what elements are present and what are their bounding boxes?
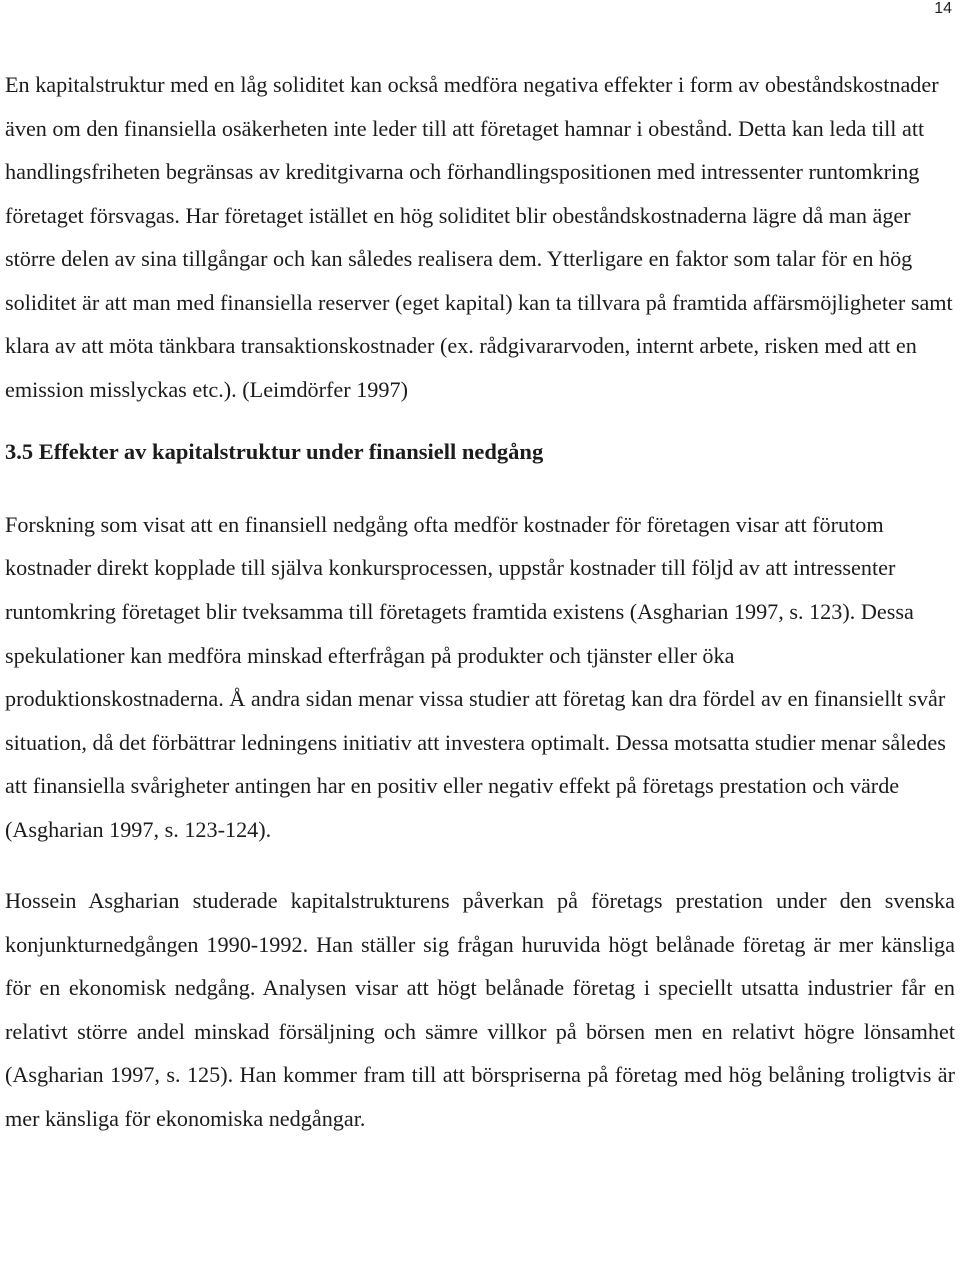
paragraph-asgharian: Hossein Asgharian studerade kapitalstrukturens påverkan på företags prestation under den svenska konjunkturnedgången 1990-1992. Han ställer sig frågan huruvida högt belånade företag är mer känsliga för en ekonomisk nedgång. Analysen visar att högt belånade företag i speciellt utsatta industrier får en relativt större andel minskad försäljning och sämre villkor på börsen men en relativt högre lönsamhet (Asgharian 1997, s. 125). Han kommer fram till att börspriserna på företag med hög belåning troligtvis är mer känsliga för ekonomiska nedgångar.	[5, 888, 955, 1132]
document-body	[5, 63, 955, 1141]
paragraph-forskning: Forskning som visat att en finansiell nedgång ofta medför kostnader för företagen visar att förutom kostnader direkt kopplade till själva konkursprocessen, uppstår kostnader till följd av att intressenter runtomkring företaget blir tveksamma till företagets framtida existens (Asgharian 1997, s. 123). Dessa spekulationer kan medföra minskad efterfrågan på produkter och tjänster eller öka produktionskostnaderna. Å andra sidan menar vissa studier att företag kan dra fördel av en finansiellt svår situation, då det förbättrar ledningens initiativ att investera optimalt. Dessa motsatta studier menar således att finansiella svårigheter antingen har en positiv eller negativ effekt på företags prestation och värde (Asgharian 1997, s. 123-124).	[5, 511, 946, 842]
paragraph-obestand: En kapitalstruktur med en låg soliditet kan också medföra negativa effekter i form av obeståndskostnader även om den finansiella osäkerheten inte leder till att företaget hamnar i obestånd. Detta kan leda till att handlingsfriheten begränsas av kreditgivarna och förhandlingspositionen med intressenter runtomkring företaget försvagas. Har företaget istället en hög soliditet blir obeståndskostnaderna lägre då man äger större delen av sina tillgångar och kan således realisera dem. Ytterligare en faktor som talar för en hög soliditet är att man med finansiella reserver (eget kapital) kan ta tillvara på framtida affärsmöjligheter samt klara av att möta tänkbara transaktionskostnader (ex. rådgivararvoden, internt arbete, risken med att en emission misslyckas etc.). (Leimdörfer 1997)	[5, 72, 953, 402]
section-heading: 3.5 Effekter av kapitalstruktur under finansiell nedgång	[5, 439, 544, 465]
page-number: 14	[934, 0, 952, 17]
